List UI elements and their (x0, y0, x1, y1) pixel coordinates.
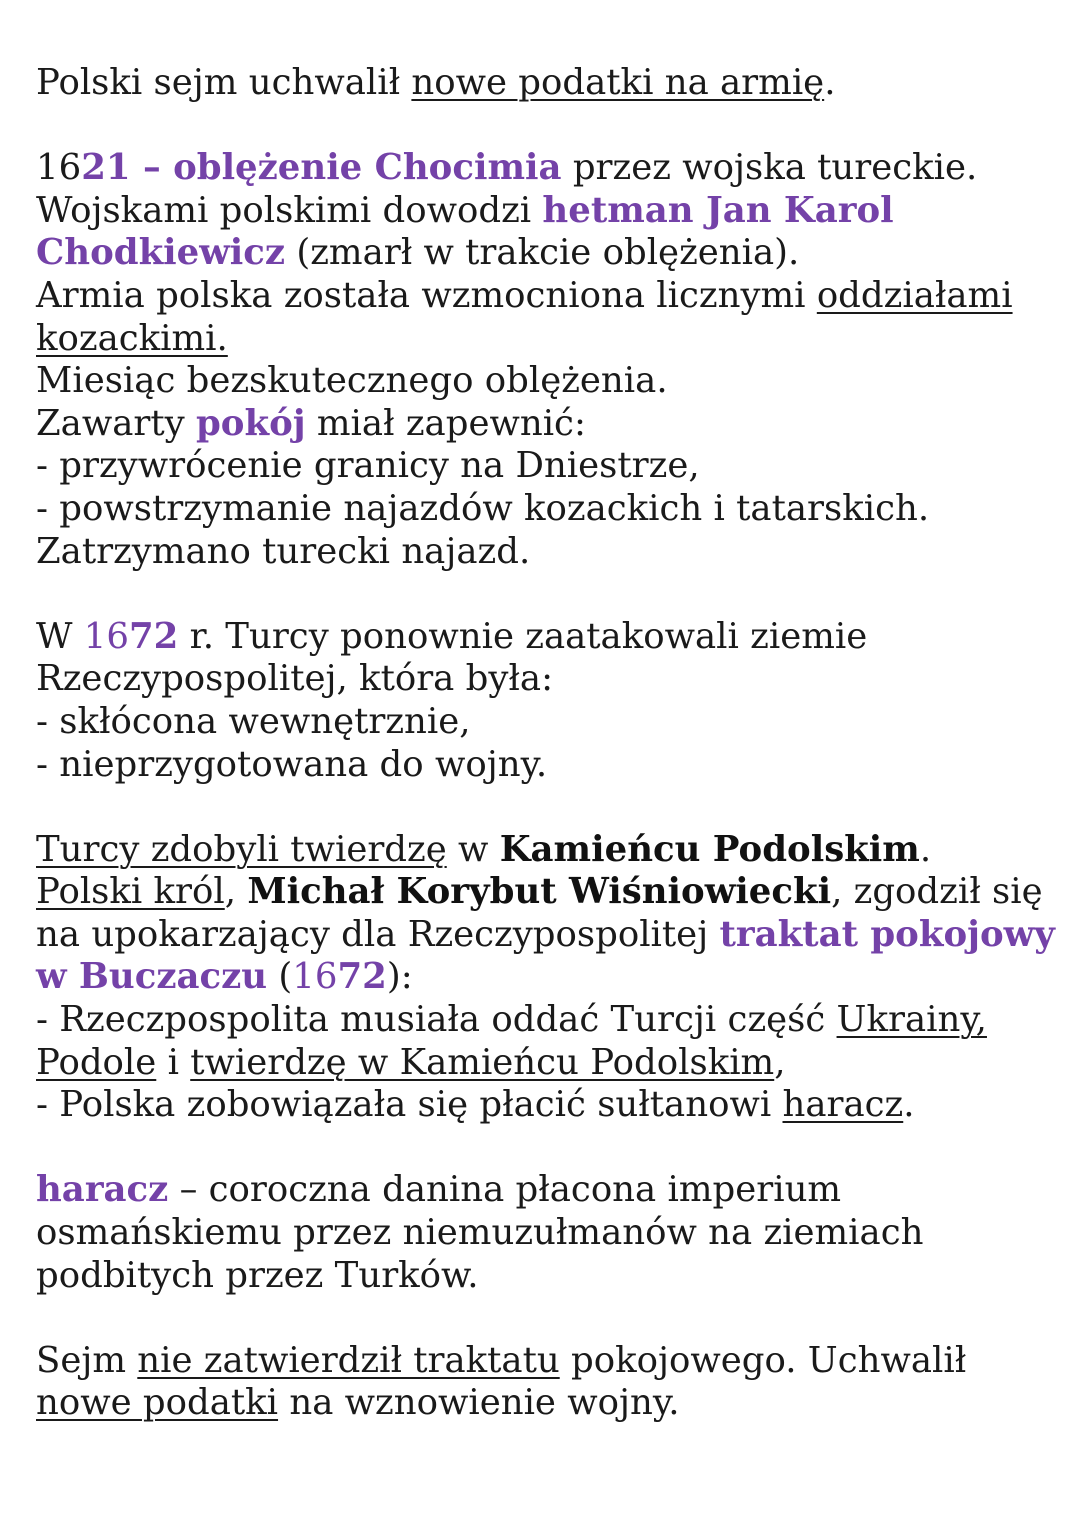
underlined-phrase: Polski król (36, 871, 225, 913)
paragraph-sejm-taxes: Polski sejm uchwalił nowe podatki na armię. (36, 62, 836, 103)
underlined-phrase: Podole (36, 1041, 157, 1083)
keyword-treaty: traktat pokojowy w Buczaczu (36, 913, 1055, 998)
list-item: - Polska zobowiązała się płacić sułtanowi haracz. (36, 1084, 915, 1126)
underlined-phrase: haracz (782, 1084, 904, 1126)
paragraph-chocim: 1621 – oblężenie Chocimia przez wojska tureckie. Wojskami polskimi dowodzi hetman Jan Karol Chodkiewicz (zmarł w trakcie oblężenia). (36, 147, 978, 274)
definition-haracz: haracz – coroczna danina płacona imperium osmańskiemu przez niemuzułmanów na ziemiach podbitych przez Turków. (36, 1169, 924, 1296)
underlined-phrase: nowe podatki na armię (411, 62, 825, 103)
keyword-kamieniec: Kamieńcu Podolskim (499, 828, 920, 870)
underlined-phrase: Ukrainy, (836, 999, 987, 1041)
keyword-chocim: oblężenie Chocimia (173, 147, 562, 189)
list-item: - powstrzymanie najazdów kozackich i tatarskich. (36, 487, 930, 529)
year-highlight: 72 (337, 956, 387, 998)
paragraph-peace: Zawarty pokój miał zapewnić: (36, 402, 586, 444)
paragraph-king: Polski król, Michał Korybut Wiśniowiecki, zgodził się na upokarzający dla Rzeczypospolitej traktat pokojowy w Buczaczu (1672): (36, 871, 1055, 998)
list-item: - Rzeczpospolita musiała oddać Turcji część Ukrainy, Podole i twierdzę w Kamieńcu Podolskim, (36, 999, 987, 1083)
paragraph-sejm-rejects: Sejm nie zatwierdził traktatu pokojowego. Uchwalił nowe podatki na wznowienie wojny. (36, 1339, 967, 1424)
paragraph-kamieniec: Turcy zdobyli twierdzę w Kamieńcu Podolskim. (36, 828, 932, 870)
section-chocim: 1621 – oblężenie Chocimia przez wojska tureckie. Wojskami polskimi dowodzi hetman Jan Karol Chodkiewicz (zmarł w trakcie oblężenia). Armia polska została wzmocniona licznymi oddziałami kozackimi. Miesiąc bezskutecznego oblężenia. Zawarty pokój miał zapewnić: - przywrócenie granicy na Dniestrze, - powstrzymanie najazdów kozackich i tatarskich. Zatrzymano turecki najazd. (36, 147, 1056, 573)
keyword-pokoj: pokój (195, 402, 306, 444)
year-highlight: 72 (128, 615, 179, 657)
list-item: - nieprzygotowana do wojny. (36, 743, 548, 785)
section-buczacz (36, 829, 1056, 1127)
list-item: - skłócona wewnętrznie, (36, 700, 471, 742)
underlined-phrase: Turcy zdobyli twierdzę (36, 828, 447, 870)
list-item: - przywrócenie granicy na Dniestrze, (36, 445, 700, 487)
underlined-phrase: nie zatwierdził traktatu (137, 1339, 560, 1381)
year-highlight: 21 (81, 147, 131, 189)
keyword-king-name: Michał Korybut Wiśniowiecki (247, 871, 832, 913)
keyword-chodkiewicz: hetman Jan Karol Chodkiewicz (36, 189, 894, 274)
paragraph-1672: W 1672 r. Turcy ponownie zaatakowali ziemie Rzeczypospolitej, która była: (36, 615, 868, 700)
note-page (36, 62, 1056, 1425)
section-1672 (36, 616, 1056, 786)
underlined-phrase: nowe podatki (36, 1382, 279, 1424)
underlined-phrase: oddziałami kozackimi. (36, 274, 1013, 359)
paragraph-cossacks: Armia polska została wzmocniona licznymi oddziałami kozackimi. (36, 274, 1013, 359)
underlined-phrase: twierdzę w Kamieńcu Podolskim (190, 1041, 775, 1083)
term-haracz: haracz (36, 1169, 169, 1211)
